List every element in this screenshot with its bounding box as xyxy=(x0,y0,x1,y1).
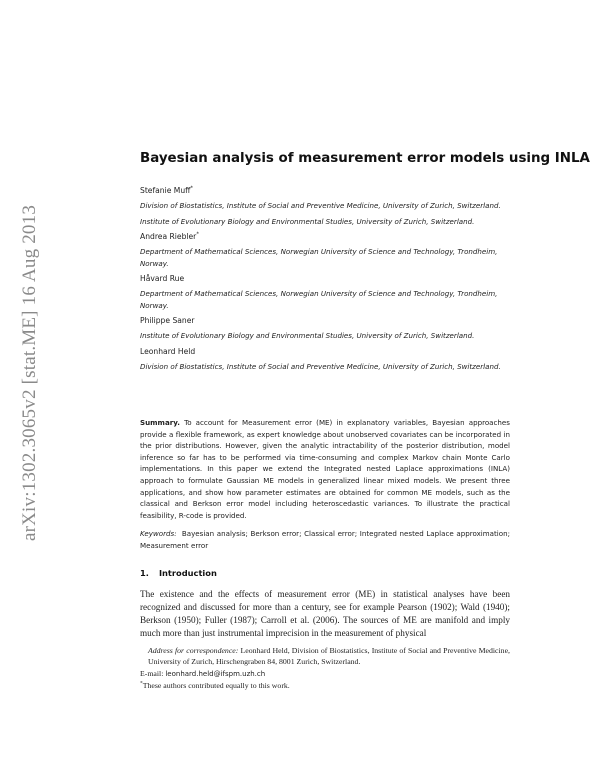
address-text: Leonhard Held, Division of Biostatistics, Institute of Social and Preventive Medicine, University of Zurich, Hirschengraben 84, 8001 Zurich, Switzerland. xyxy=(148,646,510,667)
section-title: Introduction xyxy=(158,568,217,578)
email-line xyxy=(140,668,510,680)
intro-paragraph: The existence and the effects of measurement error (ME) in statistical analyses have been recognized and discussed for more than a century, see for example Pearson (1902); Wald (1940); Berkson (1950); Fuller (1987); Carroll et al. (2006). The sources of ME are manifold and imply much more than just instrumental imprecision in the measurement of physical xyxy=(140,589,510,638)
arxiv-stamp xyxy=(12,180,48,565)
section-number: 1. xyxy=(140,568,149,578)
author-affiliation: Institute of Evolutionary Biology and Environmental Studies, University of Zurich, Switzerland. xyxy=(140,216,475,226)
abstract-label: Summary. xyxy=(140,418,180,427)
abstract xyxy=(140,417,510,521)
author-name: Philippe Saner xyxy=(140,316,195,325)
author-name: Håvard Rue xyxy=(140,274,185,283)
keywords-label: Keywords: xyxy=(140,529,177,538)
email-link[interactable]: leonhard.held@ifspm.uzh.ch xyxy=(165,669,266,678)
author-affiliation: Department of Mathematical Sciences, Norwegian University of Science and Technology, Trondheim, Norway. xyxy=(140,289,498,310)
correspondence-footnote xyxy=(140,645,510,668)
keywords-text: Bayesian analysis; Berkson error; Classical error; Integrated nested Laplace approximation; Measurement error xyxy=(140,529,510,550)
author-block xyxy=(140,186,515,372)
author-affiliation: Institute of Evolutionary Biology and Environmental Studies, University of Zurich, Switzerland. xyxy=(140,331,475,340)
author-affiliation: Division of Biostatistics, Institute of Social and Preventive Medicine, University of Zurich, Switzerland. xyxy=(140,201,501,210)
author-name: Stefanie Muff* xyxy=(140,185,194,195)
abstract-text: To account for Measurement error (ME) in explanatory variables, Bayesian approaches provide a flexible framework, as expert knowledge about unobserved covariates can be incorporated in the prior distributions. However, given the analytic intractability of the posterior distribution, model inference so far has to be performed via time-consuming and complex Markov chain Monte Carlo implementations. In this paper we extend the Integrated nested Laplace approximations (INLA) approach to formulate Gaussian ME models in generalized linear mixed models. We present three applications, and show how parameter estimates are obtained for common ME models, such as the classical and Berkson error model including heteroscedastic variances. To illustrate the practical feasibility, R-code is provided. xyxy=(140,418,510,520)
author-affiliation: Department of Mathematical Sciences, Norwegian University of Science and Technology, Trondheim, Norway. xyxy=(140,247,498,268)
section-heading xyxy=(140,568,217,578)
keywords xyxy=(140,528,510,551)
paper-title: Bayesian analysis of measurement error models using INLA xyxy=(140,151,590,166)
footnote-mark: * xyxy=(140,680,143,687)
author-affiliation: Division of Biostatistics, Institute of Social and Preventive Medicine, University of Zurich, Switzerland. xyxy=(140,361,501,371)
address-label: Address for correspondence: xyxy=(148,646,239,655)
author-name: Andrea Riebler* xyxy=(140,231,199,241)
footnotes xyxy=(140,645,510,692)
equal-contribution-footnote xyxy=(140,680,510,691)
author-name: Leonhard Held xyxy=(140,346,196,356)
arxiv-stamp-text: arXiv:1302.3065v2 [stat.ME] 16 Aug 2013 xyxy=(19,204,40,541)
email-label: E-mail: xyxy=(140,668,164,678)
equal-contribution-text: These authors contributed equally to this work. xyxy=(142,681,290,691)
